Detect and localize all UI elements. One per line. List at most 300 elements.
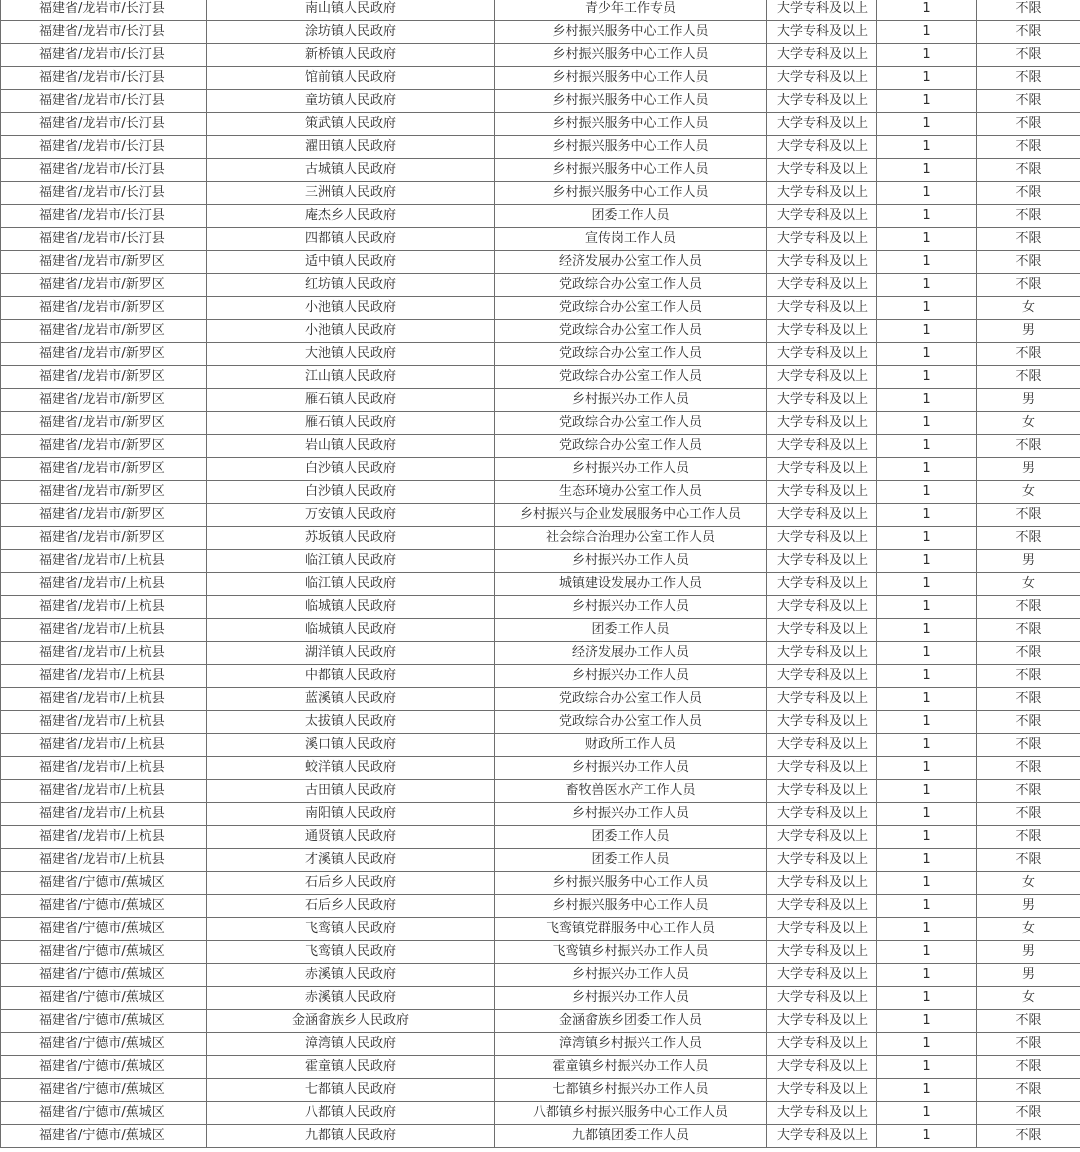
gender-cell: 不限 (977, 21, 1080, 44)
gender-cell: 不限 (977, 826, 1080, 849)
gender-cell: 不限 (977, 1102, 1080, 1125)
region-cell: 福建省/龙岩市/新罗区 (1, 389, 207, 412)
position-cell: 乡村振兴服务中心工作人员 (495, 136, 767, 159)
education-cell: 大学专科及以上 (767, 1079, 877, 1102)
gender-cell: 不限 (977, 780, 1080, 803)
headcount-cell: 1 (877, 964, 977, 987)
employer-cell: 临城镇人民政府 (207, 596, 495, 619)
employer-cell: 蛟洋镇人民政府 (207, 757, 495, 780)
education-cell: 大学专科及以上 (767, 343, 877, 366)
region-cell: 福建省/宁德市/蕉城区 (1, 1125, 207, 1148)
headcount-cell: 1 (877, 320, 977, 343)
region-cell: 福建省/龙岩市/上杭县 (1, 642, 207, 665)
region-cell: 福建省/龙岩市/上杭县 (1, 573, 207, 596)
employer-cell: 溪口镇人民政府 (207, 734, 495, 757)
gender-cell: 不限 (977, 251, 1080, 274)
region-cell: 福建省/宁德市/蕉城区 (1, 1079, 207, 1102)
position-cell: 乡村振兴服务中心工作人员 (495, 44, 767, 67)
employer-cell: 古田镇人民政府 (207, 780, 495, 803)
region-cell: 福建省/龙岩市/新罗区 (1, 274, 207, 297)
table-row (1, 182, 1080, 205)
region-cell: 福建省/宁德市/蕉城区 (1, 941, 207, 964)
position-cell: 乡村振兴办工作人员 (495, 596, 767, 619)
region-cell: 福建省/龙岩市/上杭县 (1, 734, 207, 757)
region-cell: 福建省/龙岩市/长汀县 (1, 182, 207, 205)
position-cell: 财政所工作人员 (495, 734, 767, 757)
headcount-cell: 1 (877, 67, 977, 90)
table-row (1, 1056, 1080, 1079)
region-cell: 福建省/龙岩市/上杭县 (1, 803, 207, 826)
position-cell: 乡村振兴服务中心工作人员 (495, 21, 767, 44)
table-row (1, 297, 1080, 320)
gender-cell: 女 (977, 872, 1080, 895)
position-cell: 党政综合办公室工作人员 (495, 320, 767, 343)
education-cell: 大学专科及以上 (767, 734, 877, 757)
region-cell: 福建省/龙岩市/上杭县 (1, 780, 207, 803)
education-cell: 大学专科及以上 (767, 780, 877, 803)
headcount-cell: 1 (877, 1033, 977, 1056)
education-cell: 大学专科及以上 (767, 688, 877, 711)
position-cell: 乡村振兴办工作人员 (495, 803, 767, 826)
employer-cell: 策武镇人民政府 (207, 113, 495, 136)
employer-cell: 小池镇人民政府 (207, 320, 495, 343)
table-row (1, 918, 1080, 941)
employer-cell: 庵杰乡人民政府 (207, 205, 495, 228)
employer-cell: 漳湾镇人民政府 (207, 1033, 495, 1056)
employer-cell: 临江镇人民政府 (207, 573, 495, 596)
gender-cell: 不限 (977, 527, 1080, 550)
headcount-cell: 1 (877, 1102, 977, 1125)
position-cell: 党政综合办公室工作人员 (495, 343, 767, 366)
employer-cell: 濯田镇人民政府 (207, 136, 495, 159)
employer-cell: 南阳镇人民政府 (207, 803, 495, 826)
position-cell: 九都镇团委工作人员 (495, 1125, 767, 1148)
region-cell: 福建省/龙岩市/上杭县 (1, 665, 207, 688)
table-row (1, 481, 1080, 504)
region-cell: 福建省/龙岩市/上杭县 (1, 688, 207, 711)
headcount-cell: 1 (877, 1056, 977, 1079)
region-cell: 福建省/龙岩市/长汀县 (1, 205, 207, 228)
education-cell: 大学专科及以上 (767, 1056, 877, 1079)
position-cell: 团委工作人员 (495, 619, 767, 642)
headcount-cell: 1 (877, 228, 977, 251)
education-cell: 大学专科及以上 (767, 826, 877, 849)
education-cell: 大学专科及以上 (767, 481, 877, 504)
gender-cell: 不限 (977, 665, 1080, 688)
position-cell: 乡村振兴办工作人员 (495, 458, 767, 481)
gender-cell: 不限 (977, 136, 1080, 159)
position-cell: 党政综合办公室工作人员 (495, 274, 767, 297)
education-cell: 大学专科及以上 (767, 297, 877, 320)
headcount-cell: 1 (877, 688, 977, 711)
region-cell: 福建省/宁德市/蕉城区 (1, 1033, 207, 1056)
position-cell: 党政综合办公室工作人员 (495, 435, 767, 458)
table-row (1, 1125, 1080, 1148)
position-cell: 乡村振兴服务中心工作人员 (495, 90, 767, 113)
gender-cell: 女 (977, 987, 1080, 1010)
position-cell: 经济发展办公室工作人员 (495, 251, 767, 274)
region-cell: 福建省/宁德市/蕉城区 (1, 872, 207, 895)
table-row (1, 343, 1080, 366)
region-cell: 福建省/龙岩市/新罗区 (1, 481, 207, 504)
employer-cell: 大池镇人民政府 (207, 343, 495, 366)
position-cell: 畜牧兽医水产工作人员 (495, 780, 767, 803)
position-cell: 生态环境办公室工作人员 (495, 481, 767, 504)
position-cell: 漳湾镇乡村振兴工作人员 (495, 1033, 767, 1056)
table-row (1, 136, 1080, 159)
table-row (1, 872, 1080, 895)
position-cell: 八都镇乡村振兴服务中心工作人员 (495, 1102, 767, 1125)
gender-cell: 不限 (977, 228, 1080, 251)
position-cell: 社会综合治理办公室工作人员 (495, 527, 767, 550)
education-cell: 大学专科及以上 (767, 665, 877, 688)
region-cell: 福建省/龙岩市/长汀县 (1, 21, 207, 44)
table-body (1, 0, 1080, 1148)
gender-cell: 不限 (977, 596, 1080, 619)
table-row (1, 573, 1080, 596)
education-cell: 大学专科及以上 (767, 67, 877, 90)
table-row (1, 780, 1080, 803)
region-cell: 福建省/龙岩市/长汀县 (1, 90, 207, 113)
education-cell: 大学专科及以上 (767, 895, 877, 918)
region-cell: 福建省/龙岩市/新罗区 (1, 366, 207, 389)
table-row (1, 665, 1080, 688)
education-cell: 大学专科及以上 (767, 527, 877, 550)
employer-cell: 白沙镇人民政府 (207, 458, 495, 481)
education-cell: 大学专科及以上 (767, 964, 877, 987)
employer-cell: 古城镇人民政府 (207, 159, 495, 182)
headcount-cell: 1 (877, 573, 977, 596)
headcount-cell: 1 (877, 21, 977, 44)
position-cell: 团委工作人员 (495, 826, 767, 849)
gender-cell: 男 (977, 941, 1080, 964)
employer-cell: 新桥镇人民政府 (207, 44, 495, 67)
headcount-cell: 1 (877, 0, 977, 21)
education-cell: 大学专科及以上 (767, 596, 877, 619)
employer-cell: 湖洋镇人民政府 (207, 642, 495, 665)
table-row (1, 389, 1080, 412)
gender-cell: 不限 (977, 274, 1080, 297)
education-cell: 大学专科及以上 (767, 987, 877, 1010)
education-cell: 大学专科及以上 (767, 458, 877, 481)
position-cell: 宣传岗工作人员 (495, 228, 767, 251)
position-cell: 乡村振兴服务中心工作人员 (495, 895, 767, 918)
education-cell: 大学专科及以上 (767, 1033, 877, 1056)
headcount-cell: 1 (877, 251, 977, 274)
region-cell: 福建省/龙岩市/新罗区 (1, 343, 207, 366)
region-cell: 福建省/龙岩市/上杭县 (1, 596, 207, 619)
employer-cell: 童坊镇人民政府 (207, 90, 495, 113)
table-row (1, 67, 1080, 90)
headcount-cell: 1 (877, 1079, 977, 1102)
employer-cell: 涂坊镇人民政府 (207, 21, 495, 44)
region-cell: 福建省/龙岩市/上杭县 (1, 757, 207, 780)
education-cell: 大学专科及以上 (767, 90, 877, 113)
gender-cell: 不限 (977, 90, 1080, 113)
table-row (1, 826, 1080, 849)
position-cell: 团委工作人员 (495, 849, 767, 872)
headcount-cell: 1 (877, 435, 977, 458)
region-cell: 福建省/龙岩市/新罗区 (1, 320, 207, 343)
position-cell: 经济发展办工作人员 (495, 642, 767, 665)
position-cell: 飞鸾镇党群服务中心工作人员 (495, 918, 767, 941)
position-cell: 乡村振兴办工作人员 (495, 987, 767, 1010)
region-cell: 福建省/龙岩市/长汀县 (1, 44, 207, 67)
gender-cell: 不限 (977, 711, 1080, 734)
headcount-cell: 1 (877, 159, 977, 182)
headcount-cell: 1 (877, 458, 977, 481)
gender-cell: 不限 (977, 366, 1080, 389)
employer-cell: 临城镇人民政府 (207, 619, 495, 642)
table-row (1, 251, 1080, 274)
region-cell: 福建省/宁德市/蕉城区 (1, 964, 207, 987)
headcount-cell: 1 (877, 389, 977, 412)
headcount-cell: 1 (877, 481, 977, 504)
employer-cell: 临江镇人民政府 (207, 550, 495, 573)
position-cell: 青少年工作专员 (495, 0, 767, 21)
employer-cell: 飞鸾镇人民政府 (207, 918, 495, 941)
position-cell: 七都镇乡村振兴办工作人员 (495, 1079, 767, 1102)
gender-cell: 不限 (977, 1056, 1080, 1079)
education-cell: 大学专科及以上 (767, 849, 877, 872)
table-row (1, 596, 1080, 619)
position-cell: 党政综合办公室工作人员 (495, 297, 767, 320)
education-cell: 大学专科及以上 (767, 1010, 877, 1033)
gender-cell: 不限 (977, 343, 1080, 366)
table-row (1, 619, 1080, 642)
gender-cell: 不限 (977, 1033, 1080, 1056)
gender-cell: 女 (977, 918, 1080, 941)
headcount-cell: 1 (877, 757, 977, 780)
region-cell: 福建省/龙岩市/上杭县 (1, 619, 207, 642)
education-cell: 大学专科及以上 (767, 0, 877, 21)
table-row (1, 320, 1080, 343)
education-cell: 大学专科及以上 (767, 366, 877, 389)
gender-cell: 不限 (977, 67, 1080, 90)
table-row (1, 642, 1080, 665)
education-cell: 大学专科及以上 (767, 504, 877, 527)
headcount-cell: 1 (877, 274, 977, 297)
gender-cell: 不限 (977, 1079, 1080, 1102)
gender-cell: 不限 (977, 1010, 1080, 1033)
education-cell: 大学专科及以上 (767, 389, 877, 412)
gender-cell: 不限 (977, 182, 1080, 205)
table-row (1, 987, 1080, 1010)
region-cell: 福建省/龙岩市/上杭县 (1, 550, 207, 573)
region-cell: 福建省/宁德市/蕉城区 (1, 1102, 207, 1125)
headcount-cell: 1 (877, 113, 977, 136)
position-cell: 乡村振兴服务中心工作人员 (495, 159, 767, 182)
region-cell: 福建省/龙岩市/新罗区 (1, 435, 207, 458)
position-cell: 乡村振兴服务中心工作人员 (495, 113, 767, 136)
employer-cell: 岩山镇人民政府 (207, 435, 495, 458)
employer-cell: 七都镇人民政府 (207, 1079, 495, 1102)
employer-cell: 江山镇人民政府 (207, 366, 495, 389)
table-row (1, 228, 1080, 251)
headcount-cell: 1 (877, 665, 977, 688)
table-row (1, 757, 1080, 780)
table-row (1, 504, 1080, 527)
education-cell: 大学专科及以上 (767, 573, 877, 596)
gender-cell: 不限 (977, 734, 1080, 757)
headcount-cell: 1 (877, 596, 977, 619)
position-cell: 乡村振兴服务中心工作人员 (495, 182, 767, 205)
education-cell: 大学专科及以上 (767, 550, 877, 573)
region-cell: 福建省/龙岩市/长汀县 (1, 67, 207, 90)
employer-cell: 太拔镇人民政府 (207, 711, 495, 734)
employer-cell: 通贤镇人民政府 (207, 826, 495, 849)
headcount-cell: 1 (877, 803, 977, 826)
position-cell: 乡村振兴与企业发展服务中心工作人员 (495, 504, 767, 527)
position-cell: 党政综合办公室工作人员 (495, 412, 767, 435)
position-cell: 乡村振兴服务中心工作人员 (495, 67, 767, 90)
headcount-cell: 1 (877, 550, 977, 573)
table-row (1, 205, 1080, 228)
headcount-cell: 1 (877, 205, 977, 228)
table-row (1, 849, 1080, 872)
table-row (1, 688, 1080, 711)
education-cell: 大学专科及以上 (767, 1102, 877, 1125)
employer-cell: 四都镇人民政府 (207, 228, 495, 251)
education-cell: 大学专科及以上 (767, 113, 877, 136)
region-cell: 福建省/宁德市/蕉城区 (1, 987, 207, 1010)
headcount-cell: 1 (877, 918, 977, 941)
table-row (1, 44, 1080, 67)
gender-cell: 不限 (977, 803, 1080, 826)
table-row (1, 90, 1080, 113)
position-cell: 乡村振兴办工作人员 (495, 964, 767, 987)
position-cell: 团委工作人员 (495, 205, 767, 228)
employer-cell: 八都镇人民政府 (207, 1102, 495, 1125)
table-row (1, 435, 1080, 458)
employer-cell: 才溪镇人民政府 (207, 849, 495, 872)
gender-cell: 不限 (977, 504, 1080, 527)
employer-cell: 雁石镇人民政府 (207, 389, 495, 412)
gender-cell: 不限 (977, 159, 1080, 182)
table-row (1, 1010, 1080, 1033)
headcount-cell: 1 (877, 343, 977, 366)
gender-cell: 男 (977, 320, 1080, 343)
education-cell: 大学专科及以上 (767, 251, 877, 274)
employer-cell: 霍童镇人民政府 (207, 1056, 495, 1079)
region-cell: 福建省/龙岩市/长汀县 (1, 0, 207, 21)
position-cell: 乡村振兴服务中心工作人员 (495, 872, 767, 895)
gender-cell: 不限 (977, 0, 1080, 21)
employer-cell: 万安镇人民政府 (207, 504, 495, 527)
position-cell: 乡村振兴办工作人员 (495, 389, 767, 412)
table-row (1, 550, 1080, 573)
education-cell: 大学专科及以上 (767, 872, 877, 895)
education-cell: 大学专科及以上 (767, 941, 877, 964)
headcount-cell: 1 (877, 849, 977, 872)
employer-cell: 九都镇人民政府 (207, 1125, 495, 1148)
table-row (1, 964, 1080, 987)
education-cell: 大学专科及以上 (767, 619, 877, 642)
gender-cell: 不限 (977, 113, 1080, 136)
headcount-cell: 1 (877, 527, 977, 550)
employer-cell: 苏坂镇人民政府 (207, 527, 495, 550)
table-row (1, 366, 1080, 389)
region-cell: 福建省/龙岩市/长汀县 (1, 228, 207, 251)
position-cell: 霍童镇乡村振兴办工作人员 (495, 1056, 767, 1079)
position-cell: 党政综合办公室工作人员 (495, 711, 767, 734)
gender-cell: 不限 (977, 757, 1080, 780)
region-cell: 福建省/宁德市/蕉城区 (1, 1010, 207, 1033)
headcount-cell: 1 (877, 780, 977, 803)
employer-cell: 蓝溪镇人民政府 (207, 688, 495, 711)
headcount-cell: 1 (877, 412, 977, 435)
employer-cell: 石后乡人民政府 (207, 872, 495, 895)
gender-cell: 男 (977, 964, 1080, 987)
education-cell: 大学专科及以上 (767, 711, 877, 734)
region-cell: 福建省/宁德市/蕉城区 (1, 895, 207, 918)
employer-cell: 南山镇人民政府 (207, 0, 495, 21)
position-cell: 乡村振兴办工作人员 (495, 550, 767, 573)
headcount-cell: 1 (877, 366, 977, 389)
table-row (1, 895, 1080, 918)
table-row (1, 159, 1080, 182)
gender-cell: 不限 (977, 1125, 1080, 1148)
region-cell: 福建省/龙岩市/长汀县 (1, 136, 207, 159)
employer-cell: 赤溪镇人民政府 (207, 987, 495, 1010)
education-cell: 大学专科及以上 (767, 435, 877, 458)
headcount-cell: 1 (877, 826, 977, 849)
gender-cell: 男 (977, 458, 1080, 481)
region-cell: 福建省/龙岩市/新罗区 (1, 251, 207, 274)
table-row (1, 274, 1080, 297)
region-cell: 福建省/龙岩市/长汀县 (1, 159, 207, 182)
region-cell: 福建省/宁德市/蕉城区 (1, 1056, 207, 1079)
headcount-cell: 1 (877, 504, 977, 527)
headcount-cell: 1 (877, 1010, 977, 1033)
gender-cell: 不限 (977, 688, 1080, 711)
headcount-cell: 1 (877, 734, 977, 757)
education-cell: 大学专科及以上 (767, 182, 877, 205)
table-row (1, 527, 1080, 550)
table-row (1, 803, 1080, 826)
table-row (1, 113, 1080, 136)
employer-cell: 赤溪镇人民政府 (207, 964, 495, 987)
education-cell: 大学专科及以上 (767, 44, 877, 67)
headcount-cell: 1 (877, 987, 977, 1010)
table-row (1, 711, 1080, 734)
position-cell: 飞鸾镇乡村振兴办工作人员 (495, 941, 767, 964)
gender-cell: 不限 (977, 435, 1080, 458)
headcount-cell: 1 (877, 711, 977, 734)
gender-cell: 女 (977, 297, 1080, 320)
table-row (1, 458, 1080, 481)
employer-cell: 雁石镇人民政府 (207, 412, 495, 435)
education-cell: 大学专科及以上 (767, 320, 877, 343)
education-cell: 大学专科及以上 (767, 918, 877, 941)
education-cell: 大学专科及以上 (767, 803, 877, 826)
gender-cell: 不限 (977, 849, 1080, 872)
headcount-cell: 1 (877, 182, 977, 205)
position-cell: 城镇建设发展办工作人员 (495, 573, 767, 596)
region-cell: 福建省/龙岩市/上杭县 (1, 711, 207, 734)
employer-cell: 金涵畲族乡人民政府 (207, 1010, 495, 1033)
position-cell: 党政综合办公室工作人员 (495, 366, 767, 389)
table-row (1, 1079, 1080, 1102)
headcount-cell: 1 (877, 44, 977, 67)
gender-cell: 男 (977, 895, 1080, 918)
gender-cell: 不限 (977, 619, 1080, 642)
gender-cell: 男 (977, 550, 1080, 573)
employer-cell: 飞鸾镇人民政府 (207, 941, 495, 964)
employer-cell: 馆前镇人民政府 (207, 67, 495, 90)
gender-cell: 男 (977, 389, 1080, 412)
education-cell: 大学专科及以上 (767, 412, 877, 435)
